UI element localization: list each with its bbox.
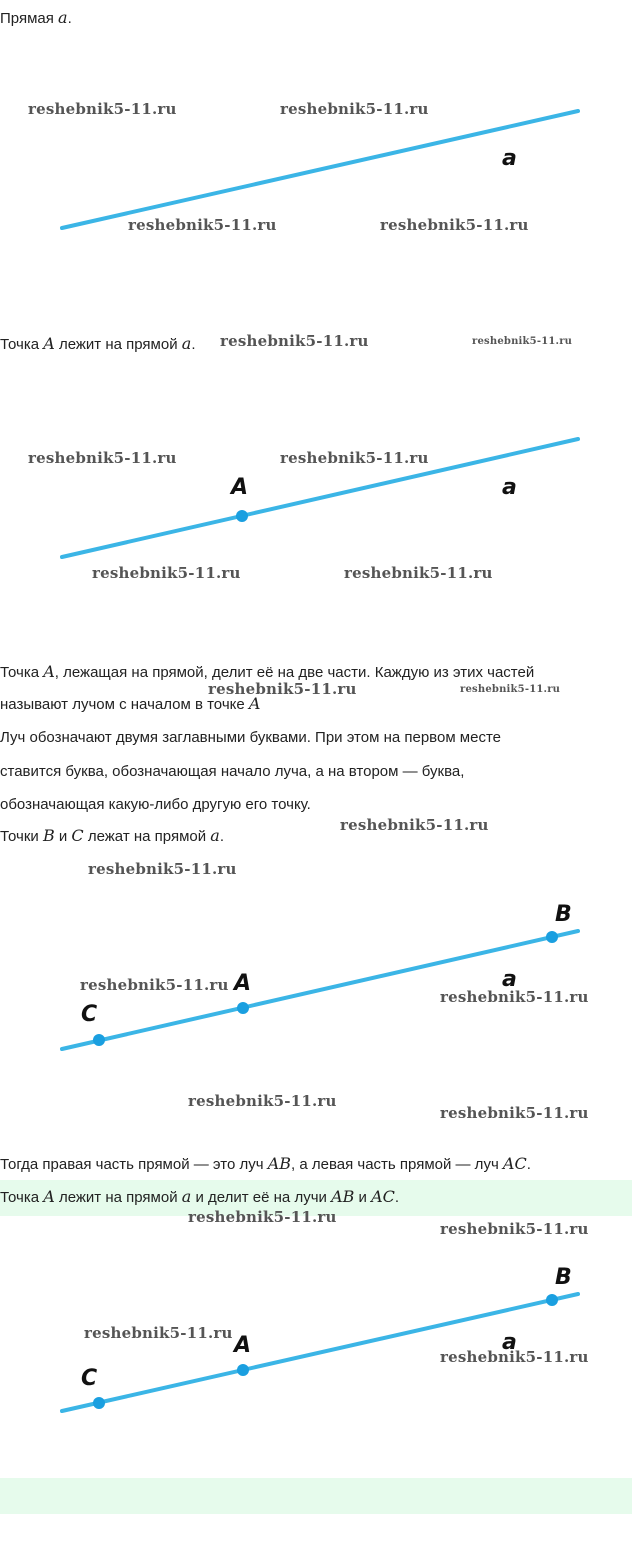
label-a: a xyxy=(502,1330,517,1355)
watermark: reshebnik5-11.ru xyxy=(440,1104,589,1122)
watermark: reshebnik5-11.ru xyxy=(128,216,277,234)
point-b xyxy=(546,1294,558,1306)
watermark: reshebnik5-11.ru xyxy=(80,976,229,994)
point-a xyxy=(236,510,248,522)
points-bc-caption: Точки B и C лежат на прямой a. xyxy=(0,826,224,845)
label-C: C xyxy=(81,1366,98,1391)
watermark: reshebnik5-11.ru xyxy=(460,684,561,695)
label-a: a xyxy=(502,475,517,500)
ray-sides-caption: Тогда правая часть прямой — это луч AB, а левая часть прямой — луч AC. xyxy=(0,1154,531,1173)
figure-points-abc xyxy=(0,890,632,1060)
ray-notation-line2: ставится буква, обозначающая начало луча, а на втором — буква, xyxy=(0,763,465,780)
divides-line1: Точка A, лежащая на прямой, делит её на две части. Каждую из этих частей xyxy=(0,662,535,681)
label-B: B xyxy=(555,1265,572,1290)
point-a xyxy=(237,1002,249,1014)
point-c xyxy=(93,1034,105,1046)
figure-point-a xyxy=(0,420,632,580)
point-on-line-caption: Точка A лежит на прямой a. xyxy=(0,334,196,353)
label-a: a xyxy=(502,146,517,171)
watermark: reshebnik5-11.ru xyxy=(28,100,177,118)
point-c xyxy=(93,1397,105,1409)
watermark: reshebnik5-11.ru xyxy=(440,988,589,1006)
highlight-caption: Точка A лежит на прямой a и делит её на лучи AB и AC. xyxy=(0,1187,400,1206)
watermark: reshebnik5-11.ru xyxy=(440,1220,589,1238)
watermark: reshebnik5-11.ru xyxy=(188,1208,337,1226)
line-a-caption: Прямая a. xyxy=(0,8,72,27)
ray-notation-line3: обозначающая какую-либо другую его точку. xyxy=(0,796,311,813)
label-A: A xyxy=(234,1333,252,1358)
highlight-box-empty xyxy=(0,1478,632,1514)
watermark: reshebnik5-11.ru xyxy=(280,449,429,467)
watermark: reshebnik5-11.ru xyxy=(380,216,529,234)
watermark: reshebnik5-11.ru xyxy=(88,860,237,878)
watermark: reshebnik5-11.ru xyxy=(208,680,357,698)
watermark: reshebnik5-11.ru xyxy=(340,816,489,834)
watermark: reshebnik5-11.ru xyxy=(92,564,241,582)
point-a xyxy=(237,1364,249,1376)
watermark: reshebnik5-11.ru xyxy=(188,1092,337,1110)
label-a: a xyxy=(502,967,517,992)
ray-notation-line1: Луч обозначают двумя заглавными буквами. При этом на первом месте xyxy=(0,729,501,746)
watermark: reshebnik5-11.ru xyxy=(344,564,493,582)
watermark: reshebnik5-11.ru xyxy=(472,336,573,347)
divides-line2: называют лучом с началом в точке A xyxy=(0,694,261,713)
label-A: A xyxy=(234,971,252,996)
watermark: reshebnik5-11.ru xyxy=(28,449,177,467)
watermark: reshebnik5-11.ru xyxy=(220,332,369,350)
label-B: B xyxy=(555,902,572,927)
point-b xyxy=(546,931,558,943)
label-C: C xyxy=(81,1002,98,1027)
watermark: reshebnik5-11.ru xyxy=(440,1348,589,1366)
watermark: reshebnik5-11.ru xyxy=(280,100,429,118)
watermark: reshebnik5-11.ru xyxy=(84,1324,233,1342)
line-a xyxy=(62,111,578,228)
label-A: A xyxy=(231,475,249,500)
